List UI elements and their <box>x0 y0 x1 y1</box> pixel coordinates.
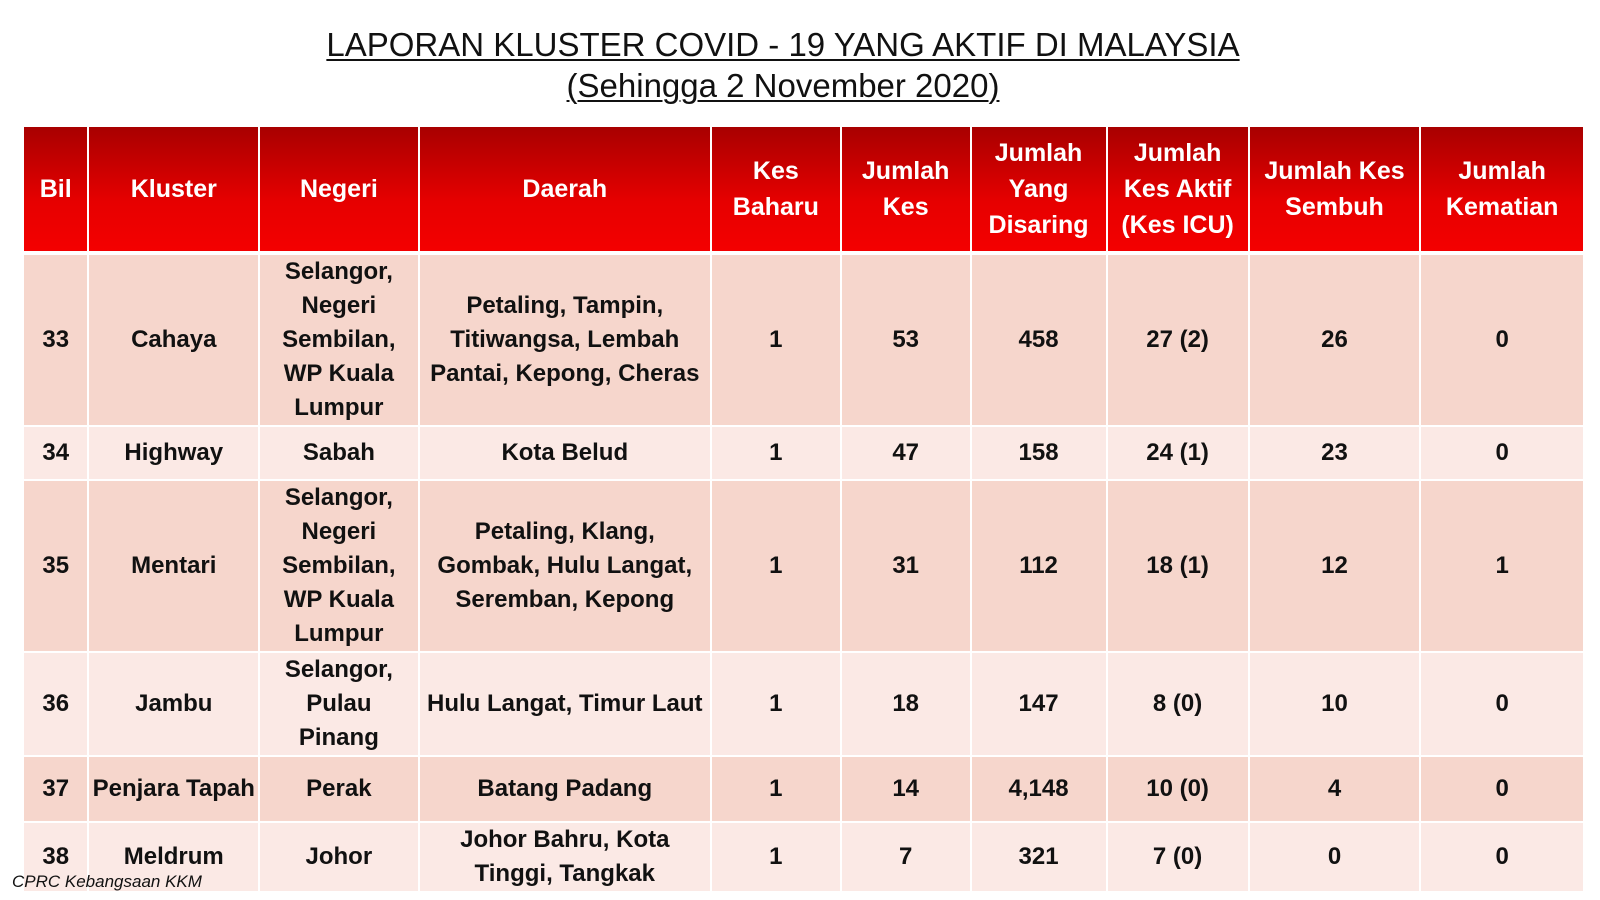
cell-jumlah-disaring: 458 <box>971 254 1107 426</box>
source-footer: CPRC Kebangsaan KKM <box>12 872 202 891</box>
header-daerah: Daerah <box>419 126 711 252</box>
cell-negeri: Johor <box>259 822 418 892</box>
table-row <box>23 480 1584 652</box>
cell-kes-baharu: 1 <box>711 426 841 480</box>
cell-kes-aktif: 24 (1) <box>1107 426 1249 480</box>
cell-negeri: Selangor, Negeri Sembilan, WP Kuala Lumpur <box>259 254 418 426</box>
cell-kematian: 0 <box>1420 756 1584 822</box>
cell-kes-aktif: 18 (1) <box>1107 480 1249 652</box>
header-row <box>23 126 1584 252</box>
cluster-table <box>22 125 1585 893</box>
cell-jumlah-disaring: 4,148 <box>971 756 1107 822</box>
cell-kematian: 0 <box>1420 822 1584 892</box>
cell-kes-sembuh: 23 <box>1249 426 1421 480</box>
cell-jumlah-disaring: 112 <box>971 480 1107 652</box>
header-kes-sembuh: Jumlah Kes Sembuh <box>1249 126 1421 252</box>
header-kes-aktif: Jumlah Kes Aktif (Kes ICU) <box>1107 126 1249 252</box>
cell-jumlah-disaring: 321 <box>971 822 1107 892</box>
cell-kematian: 0 <box>1420 652 1584 756</box>
header-bil: Bil <box>23 126 88 252</box>
cell-kluster: Cahaya <box>88 254 259 426</box>
report-title <box>0 24 1566 106</box>
cell-jumlah-kes: 53 <box>841 254 971 426</box>
cell-negeri: Selangor, Pulau Pinang <box>259 652 418 756</box>
cell-jumlah-kes: 18 <box>841 652 971 756</box>
header-kluster: Kluster <box>88 126 259 252</box>
table-row <box>23 254 1584 426</box>
header-negeri: Negeri <box>259 126 418 252</box>
cell-jumlah-kes: 47 <box>841 426 971 480</box>
cell-bil: 35 <box>23 480 88 652</box>
table-row <box>23 426 1584 480</box>
cell-kes-aktif: 8 (0) <box>1107 652 1249 756</box>
cell-daerah: Hulu Langat, Timur Laut <box>419 652 711 756</box>
cell-kes-baharu: 1 <box>711 254 841 426</box>
cell-daerah: Kota Belud <box>419 426 711 480</box>
cell-kluster: Meldrum <box>88 822 259 892</box>
table-row <box>23 756 1584 822</box>
cell-bil: 36 <box>23 652 88 756</box>
cell-negeri: Perak <box>259 756 418 822</box>
cell-kluster: Jambu <box>88 652 259 756</box>
title-date: (Sehingga 2 November 2020) <box>566 67 1000 104</box>
cell-kes-aktif: 7 (0) <box>1107 822 1249 892</box>
cell-jumlah-kes: 7 <box>841 822 971 892</box>
cell-daerah: Johor Bahru, Kota Tinggi, Tangkak <box>419 822 711 892</box>
cell-daerah: Batang Padang <box>419 756 711 822</box>
cell-kluster: Penjara Tapah <box>88 756 259 822</box>
header-jumlah-kes: Jumlah Kes <box>841 126 971 252</box>
cell-kes-sembuh: 10 <box>1249 652 1421 756</box>
cell-negeri: Sabah <box>259 426 418 480</box>
cell-kes-baharu: 1 <box>711 480 841 652</box>
cell-kes-aktif: 27 (2) <box>1107 254 1249 426</box>
cell-kes-baharu: 1 <box>711 652 841 756</box>
cell-bil: 38 <box>23 822 88 892</box>
cell-jumlah-disaring: 147 <box>971 652 1107 756</box>
cell-jumlah-disaring: 158 <box>971 426 1107 480</box>
cell-kematian: 0 <box>1420 254 1584 426</box>
header-kes-baharu: Kes Baharu <box>711 126 841 252</box>
cell-jumlah-kes: 31 <box>841 480 971 652</box>
cell-kes-sembuh: 0 <box>1249 822 1421 892</box>
cell-kes-baharu: 1 <box>711 756 841 822</box>
cell-kematian: 1 <box>1420 480 1584 652</box>
table-row <box>23 822 1584 892</box>
table-row <box>23 652 1584 756</box>
title-main: LAPORAN KLUSTER COVID - 19 YANG AKTIF DI MALAYSIA <box>326 26 1240 63</box>
cell-kes-baharu: 1 <box>711 822 841 892</box>
cell-kluster: Mentari <box>88 480 259 652</box>
cell-kes-sembuh: 4 <box>1249 756 1421 822</box>
cell-kluster: Highway <box>88 426 259 480</box>
cell-bil: 33 <box>23 254 88 426</box>
cell-jumlah-kes: 14 <box>841 756 971 822</box>
cell-negeri: Selangor, Negeri Sembilan, WP Kuala Lumpur <box>259 480 418 652</box>
cell-bil: 34 <box>23 426 88 480</box>
header-kematian: Jumlah Kematian <box>1420 126 1584 252</box>
cell-daerah: Petaling, Tampin, Titiwangsa, Lembah Pantai, Kepong, Cheras <box>419 254 711 426</box>
cell-daerah: Petaling, Klang, Gombak, Hulu Langat, Seremban, Kepong <box>419 480 711 652</box>
cell-bil: 37 <box>23 756 88 822</box>
cell-kematian: 0 <box>1420 426 1584 480</box>
cell-kes-aktif: 10 (0) <box>1107 756 1249 822</box>
cell-kes-sembuh: 12 <box>1249 480 1421 652</box>
cell-kes-sembuh: 26 <box>1249 254 1421 426</box>
header-jumlah-disaring: Jumlah Yang Disaring <box>971 126 1107 252</box>
